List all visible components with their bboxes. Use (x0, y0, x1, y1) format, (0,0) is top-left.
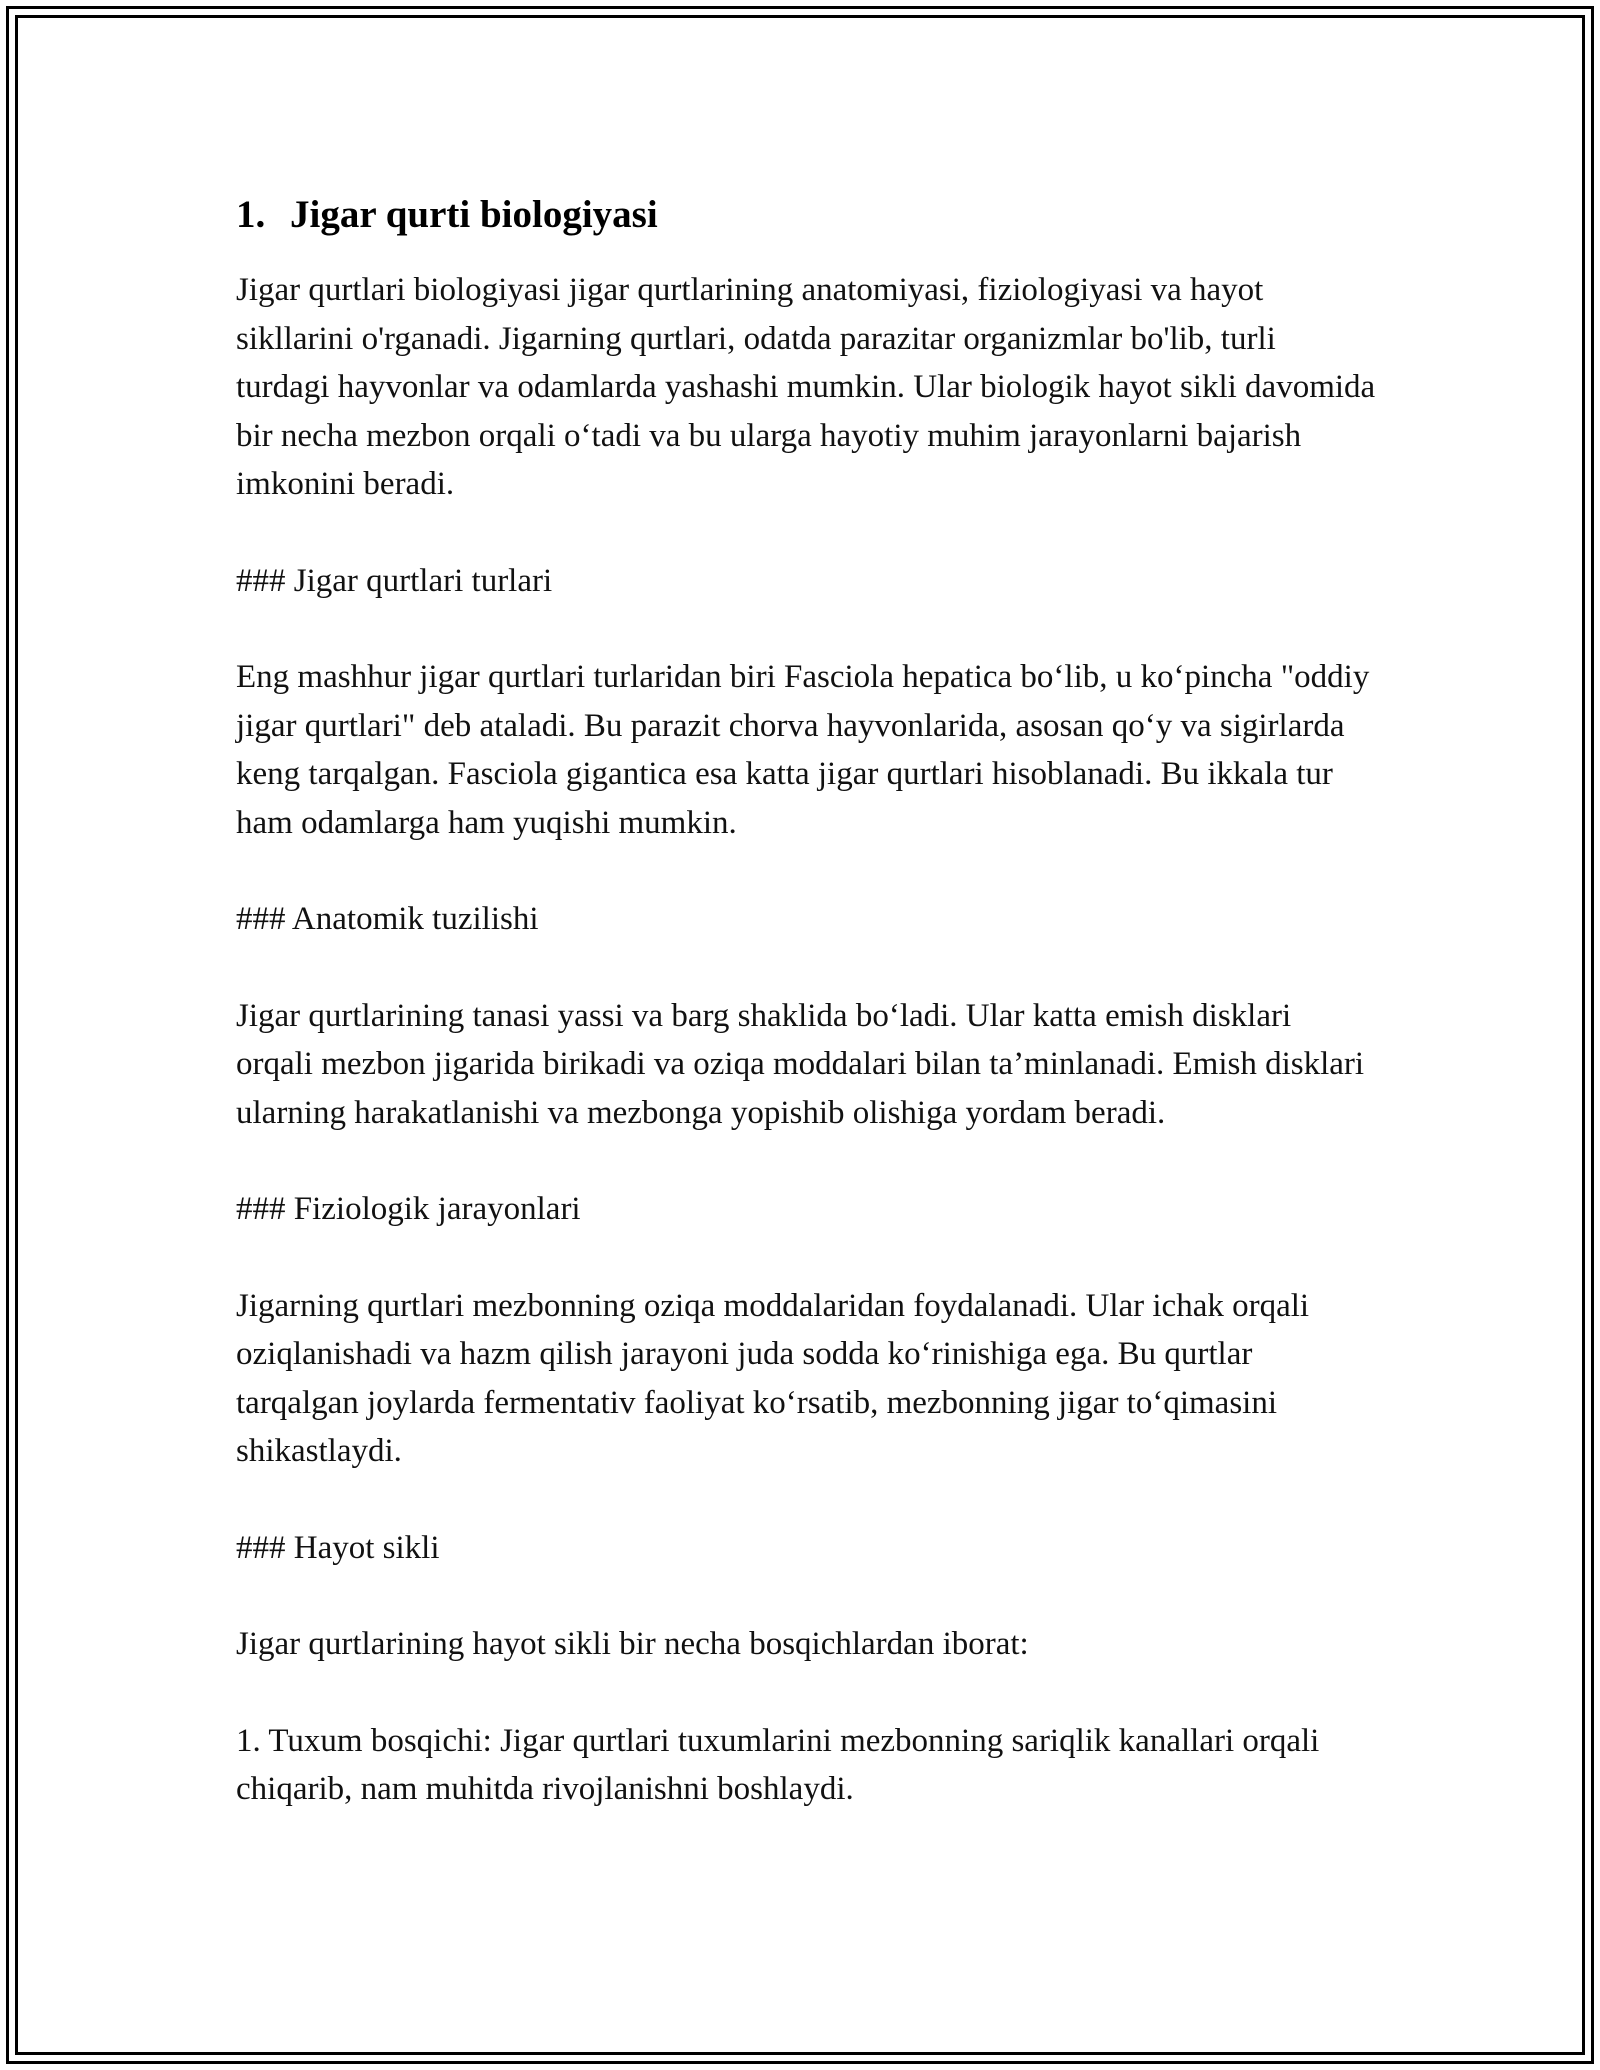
intro-paragraph: Jigar qurtlari biologiyasi jigar qurtlarining anatomiyasi, fiziologiyasi va hayot sikllarini o'rganadi. Jigarning qurtlari, odatda parazitar organizmlar bo'lib, turli turdagi hayvonlar va odamlarda yashashi mumkin. Ular biologik hayot sikli davomida bir necha mezbon orqali o‘tadi va bu ularga hayotiy muhim jarayonlarni bajarish imkonini beradi. (236, 272, 1376, 502)
section-text-types: Eng mashhur jigar qurtlari turlaridan biri Fasciola hepatica bo‘lib, u ko‘pincha "oddiy jigar qurtlari" deb ataladi. Bu parazit chorva hayvonlarida, asosan qo‘y va sigirlarda keng tarqalgan. Fasciola gigantica esa katta jigar qurtlari hisoblanadi. Bu ikkala tur ham odamlarga ham yuqishi mumkin. (236, 659, 1370, 841)
title-text: Jigar qurti biologiyasi (290, 193, 658, 236)
section-heading-anatomy: ### Anatomik tuzilishi (236, 901, 539, 937)
section-heading-physiology: ### Fiziologik jarayonlari (236, 1191, 581, 1227)
title-number: 1. (236, 193, 266, 236)
document-body (236, 190, 1376, 1862)
section-heading-life-cycle: ### Hayot sikli (236, 1529, 440, 1566)
list-item: 1. Tuxum bosqichi: Jigar qurtlari tuxumlarini mezbonning sariqlik kanallari orqali chiqarib, nam muhitda rivojlanishni boshlaydi. (236, 1722, 1320, 1807)
section-text-physiology: Jigarning qurtlari mezbonning oziqa moddalaridan foydalanadi. Ular ichak orqali oziqlanishadi va hazm qilish jarayoni juda sodda ko‘rinishiga ega. Bu qurtlar tarqalgan joylarda fermentativ faoliyat ko‘rsatib, mezbonning jigar to‘qimasini shikastlaydi. (236, 1287, 1310, 1469)
section-text-anatomy: Jigar qurtlarining tanasi yassi va barg shaklida bo‘ladi. Ular katta emish disklari orqali mezbon jigarida birikadi va oziqa moddalari bilan ta’minlanadi. Emish disklari ularning harakatlanishi va mezbonga yopishib olishiga yordam beradi. (236, 997, 1365, 1131)
document-title (236, 190, 1376, 240)
section-heading-types: ### Jigar qurtlari turlari (236, 562, 553, 599)
section-text-life-cycle: Jigar qurtlarining hayot sikli bir necha bosqichlardan iborat: (236, 1626, 1029, 1662)
